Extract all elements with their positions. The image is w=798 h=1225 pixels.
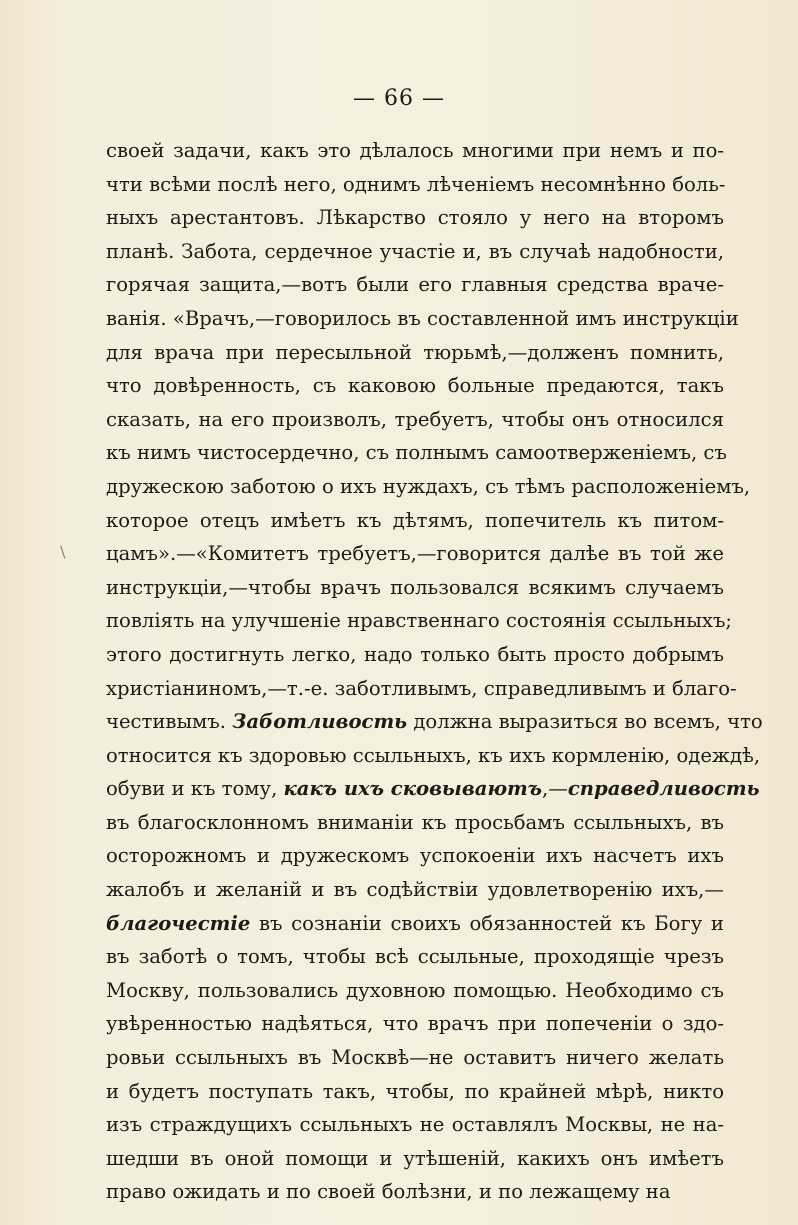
- line-text: этого достигнуть легко, надо только быть просто добрымъ: [106, 642, 724, 666]
- body-text: [106, 134, 763, 1209]
- text-line: [106, 168, 724, 202]
- text-line: [106, 571, 724, 605]
- line-text: шедши въ оной помощи и утѣшеній, какихъ онъ имѣетъ: [106, 1146, 724, 1170]
- line-text: жалобъ и желаній и въ содѣйствіи удовлетворенію ихъ,—: [106, 878, 724, 902]
- line-text: дружескою заботою о ихъ нуждахъ, съ тѣмъ расположеніемъ,: [106, 474, 751, 498]
- line-text: ровьи ссыльныхъ въ Москвѣ—не оставитъ ничего желать: [106, 1046, 724, 1070]
- text-line: [106, 1108, 724, 1142]
- margin-mark: \: [60, 542, 66, 561]
- line-text: въ сознаніи своихъ обязанностей къ Богу и: [250, 911, 724, 935]
- line-text: обуви и къ тому,: [106, 777, 284, 801]
- line-text: осторожномъ и дружескомъ успокоеніи ихъ насчетъ ихъ: [106, 844, 724, 868]
- text-line: [106, 504, 724, 538]
- text-line: [106, 436, 727, 470]
- text-line: [106, 604, 733, 638]
- text-line: [106, 235, 724, 269]
- text-line: [106, 403, 724, 437]
- text-line: [106, 336, 724, 370]
- line-text: чти всѣми послѣ него, однимъ лѣченіемъ несомнѣнно боль-: [106, 172, 726, 196]
- text-line: [106, 772, 760, 806]
- line-text: своей задачи, какъ это дѣлалось многими при немъ и по-: [106, 139, 724, 162]
- line-text: должна выразиться во всемъ, что: [407, 710, 763, 734]
- line-text: что довѣренность, съ каковою больные предаются, такъ: [106, 374, 724, 398]
- text-line: [106, 1007, 724, 1041]
- text-line: [106, 134, 724, 168]
- line-text: горячая защита,—вотъ были его главныя средства враче-: [106, 273, 724, 297]
- line-text: повліять на улучшеніе нравственнаго состоянія ссыльныхъ;: [106, 609, 733, 633]
- line-text: честивымъ.: [106, 710, 233, 734]
- line-text: инструкціи,—чтобы врачъ пользовался всякимъ случаемъ: [106, 575, 724, 599]
- line-text: христіаниномъ,—т.-е. заботливымъ, справедливымъ и благо-: [106, 676, 737, 700]
- line-text: увѣренностью надѣяться, что врачъ при попеченіи о здо-: [106, 1012, 724, 1036]
- text-line: [106, 302, 739, 336]
- line-text: цамъ».—«Комитетъ требуетъ,—говорится далѣе въ той же: [106, 542, 724, 566]
- text-line: [106, 873, 724, 907]
- text-line: [106, 839, 724, 873]
- text-line: [106, 1075, 724, 1109]
- line-text: ,—: [542, 777, 568, 801]
- line-text: для врача при пересыльной тюрьмѣ,—долженъ помнить,: [106, 340, 724, 364]
- line-text: планѣ. Забота, сердечное участіе и, въ случаѣ надобности,: [106, 239, 724, 263]
- text-line: [106, 705, 763, 739]
- text-line: [106, 1142, 724, 1176]
- line-text: относится къ здоровью ссыльныхъ, къ ихъ кормленію, одеждѣ,: [106, 743, 761, 767]
- text-line: [106, 537, 724, 571]
- emphasis-text: благочестіе: [106, 911, 251, 935]
- page-number: — 66 —: [353, 86, 445, 111]
- text-line: [106, 739, 761, 773]
- text-line: [106, 638, 724, 672]
- text-line: [106, 201, 724, 235]
- line-text: Москву, пользовались духовною помощью. Необходимо съ: [106, 978, 724, 1002]
- text-line: [106, 1175, 724, 1209]
- emphasis-text: Заботливость: [232, 710, 408, 734]
- text-line: [106, 470, 751, 504]
- line-text: которое отецъ имѣетъ къ дѣтямъ, попечитель къ питом-: [106, 508, 724, 532]
- line-text: къ нимъ чистосердечно, съ полнымъ самоотверженіемъ, съ: [106, 441, 727, 465]
- line-text: изъ страждущихъ ссыльныхъ не оставлялъ Москвы, не на-: [106, 1113, 724, 1137]
- line-text: и будетъ поступать такъ, чтобы, по крайней мѣрѣ, никто: [106, 1079, 724, 1103]
- text-line: [106, 974, 724, 1008]
- line-text: въ заботѣ о томъ, чтобы всѣ ссыльные, проходящіе чрезъ: [106, 945, 724, 969]
- text-line: [106, 268, 724, 302]
- line-text: сказать, на его произволъ, требуетъ, чтобы онъ относился: [106, 407, 724, 431]
- emphasis-text: справедливость: [567, 777, 760, 801]
- line-text: ванія. «Врачъ,—говорилось въ составленной имъ инструкціи: [106, 306, 739, 330]
- text-line: [106, 940, 724, 974]
- text-line: [106, 1041, 724, 1075]
- text-line: [106, 806, 724, 840]
- line-text: ныхъ арестантовъ. Лѣкарство стояло у него на второмъ: [106, 206, 724, 230]
- line-text: въ благосклонномъ вниманіи къ просьбамъ ссыльныхъ, въ: [106, 810, 724, 834]
- emphasis-text: какъ ихъ сковываютъ: [283, 777, 543, 801]
- text-line: [106, 369, 724, 403]
- text-line: [106, 907, 724, 941]
- text-line: [106, 672, 737, 706]
- line-text: право ожидать и по своей болѣзни, и по лежащему на: [106, 1180, 671, 1204]
